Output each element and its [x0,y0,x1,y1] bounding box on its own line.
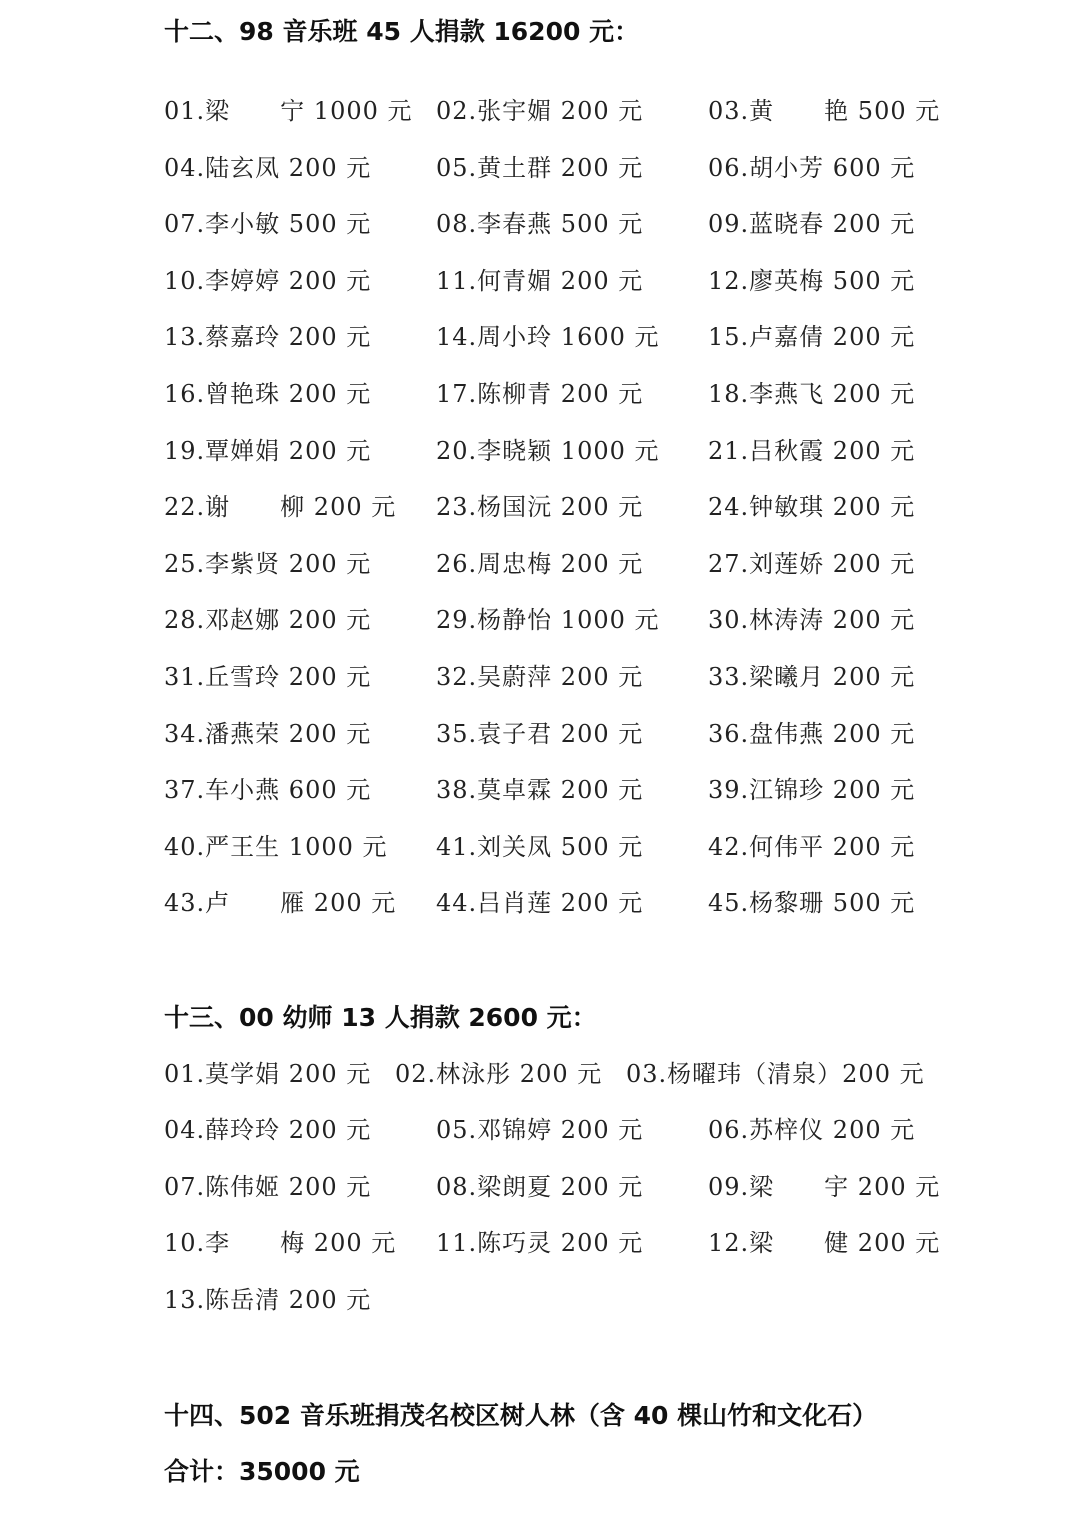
donor-entry: 09.蓝晓春 200 元 [708,210,916,239]
donor-entry: 02.林泳彤 200 元 [395,1060,603,1088]
donor-entry: 30.林涛涛 200 元 [708,606,916,635]
donor-row [0,714,1080,754]
donor-row [0,544,1080,584]
donor-entry: 23.杨国沅 200 元 [436,493,644,522]
donor-entry: 38.莫卓霖 200 元 [436,776,644,805]
donor-entry: 07.陈伟姬 200 元 [164,1172,372,1201]
donor-row [0,487,1080,527]
donor-entry: 06.胡小芳 600 元 [708,153,916,182]
donor-entry: 02.张宇媚 200 元 [436,97,644,125]
donor-row [0,204,1080,244]
donor-entry: 04.陆玄凤 200 元 [164,153,372,182]
donor-entry: 05.黄土群 200 元 [436,153,644,182]
donor-row [0,317,1080,357]
donor-entry: 20.李晓颖 1000 元 [436,436,660,465]
donor-row [0,148,1080,188]
donor-entry: 05.邓锦婷 200 元 [436,1116,644,1144]
donor-entry: 11.何青媚 200 元 [436,266,644,295]
donor-row [0,657,1080,697]
section-12-heading: 十二、98 音乐班 45 人捐款 16200 元： [164,17,640,46]
donor-entry: 13.蔡嘉玲 200 元 [164,323,372,352]
donor-row [0,1223,1080,1263]
donor-row [0,1110,1080,1150]
donor-entry: 39.江锦珍 200 元 [708,776,916,805]
donor-entry: 32.吴蔚萍 200 元 [436,663,644,691]
donor-row [0,374,1080,414]
donor-row [0,770,1080,810]
donor-entry: 33.梁曦月 200 元 [708,663,916,691]
donor-entry: 44.吕肖莲 200 元 [436,889,644,918]
donor-row [0,1280,1080,1320]
donor-entry: 17.陈柳青 200 元 [436,380,644,408]
donor-entry: 35.袁子君 200 元 [436,719,644,748]
donor-row [0,827,1080,867]
section-14-heading: 十四、502 音乐班捐茂名校区树人林（含 40 棵山竹和文化石） [164,1401,878,1430]
section-13-first-row [0,1054,1080,1094]
donor-entry: 36.盘伟燕 200 元 [708,719,916,748]
donor-entry: 22.谢 柳 200 元 [164,493,397,522]
donor-entry: 09.梁 宇 200 元 [708,1172,941,1201]
donor-entry: 40.严王生 1000 元 [164,832,388,861]
donor-entry: 18.李燕飞 200 元 [708,380,916,408]
section-14-total: 合计：35000 元 [164,1457,360,1486]
donor-entry: 15.卢嘉倩 200 元 [708,323,916,352]
donor-entry: 10.李婷婷 200 元 [164,266,372,295]
donor-entry: 19.覃婵娟 200 元 [164,436,372,465]
donor-entry: 34.潘燕荣 200 元 [164,719,372,748]
donor-entry: 06.苏梓仪 200 元 [708,1116,916,1144]
donor-entry: 42.何伟平 200 元 [708,832,916,861]
section-13-heading: 十三、00 幼师 13 人捐款 2600 元： [164,1003,597,1032]
donor-entry: 26.周忠梅 200 元 [436,549,644,578]
donor-entry: 04.薛玲玲 200 元 [164,1116,372,1144]
donor-entry: 24.钟敏琪 200 元 [708,493,916,522]
donor-entry: 08.李春燕 500 元 [436,210,644,239]
donor-row [0,1167,1080,1207]
donor-entry: 21.吕秋霞 200 元 [708,436,916,465]
donor-entry: 28.邓赵娜 200 元 [164,606,372,635]
donor-row [0,883,1080,923]
donor-entry: 07.李小敏 500 元 [164,210,372,239]
donor-entry: 43.卢 雁 200 元 [164,889,397,918]
donor-entry: 16.曾艳珠 200 元 [164,380,372,408]
donor-entry: 37.车小燕 600 元 [164,776,372,805]
donor-entry: 25.李紫贤 200 元 [164,549,372,578]
donor-entry: 31.丘雪玲 200 元 [164,663,372,691]
donor-entry: 12.梁 健 200 元 [708,1229,941,1258]
donor-row [0,261,1080,301]
donor-entry: 10.李 梅 200 元 [164,1229,397,1258]
donor-entry: 14.周小玲 1600 元 [436,323,660,352]
donor-entry: 01.莫学娟 200 元 [164,1060,372,1088]
donor-entry: 41.刘关凤 500 元 [436,832,644,861]
donor-entry: 29.杨静怡 1000 元 [436,606,660,635]
donor-entry: 11.陈巧灵 200 元 [436,1229,644,1258]
donor-entry: 45.杨黎珊 500 元 [708,889,916,918]
donor-entry: 01.梁 宁 1000 元 [164,97,413,125]
donor-entry: 08.梁朗夏 200 元 [436,1172,644,1201]
donor-entry: 27.刘莲娇 200 元 [708,549,916,578]
donor-row [0,600,1080,640]
donor-entry: 13.陈岳清 200 元 [164,1285,372,1314]
donor-row [0,431,1080,471]
donor-entry: 03.黄 艳 500 元 [708,97,941,125]
donor-entry: 03.杨曜玮（清泉）200 元 [626,1060,925,1088]
donor-entry: 12.廖英梅 500 元 [708,266,916,295]
donor-row [0,91,1080,131]
